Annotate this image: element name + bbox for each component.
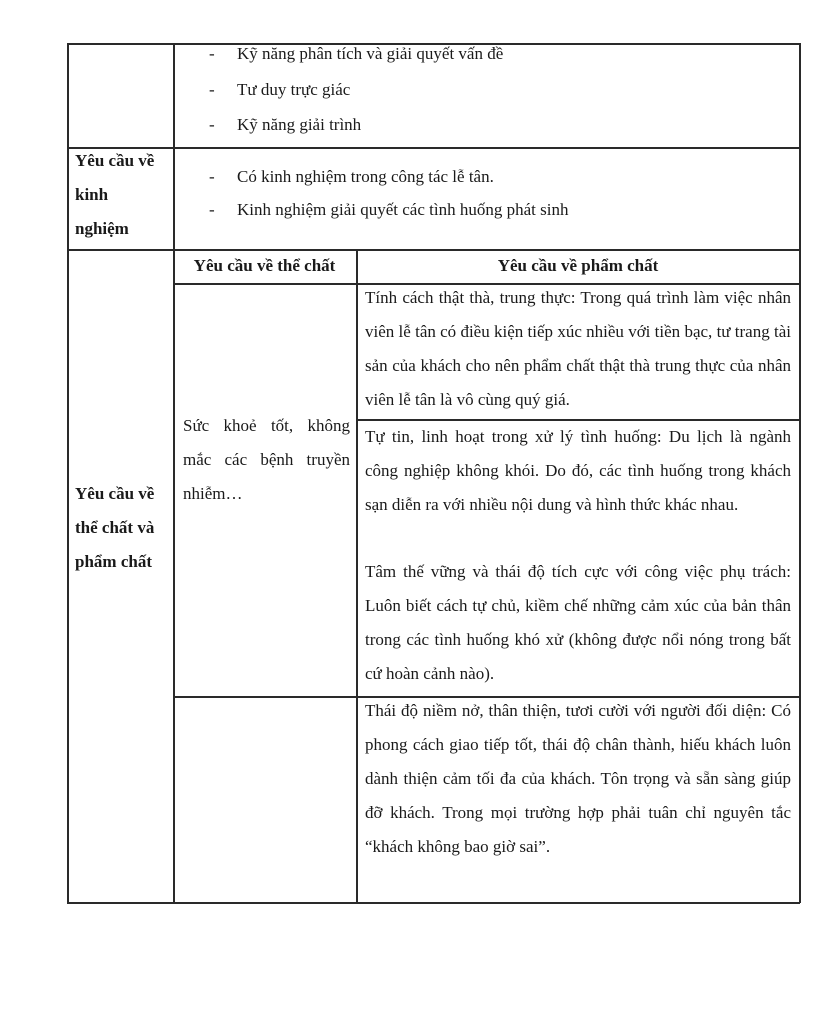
bullet-dash: - — [209, 80, 215, 99]
column-divider-2 — [356, 249, 358, 903]
label-line: kinh — [75, 185, 109, 204]
bullet-dash: - — [209, 115, 215, 134]
table-border-bottom — [67, 902, 800, 904]
experience-text: Có kinh nghiệm trong công tác lễ tân. — [237, 167, 494, 186]
requirements-table — [67, 43, 800, 903]
row-divider-1 — [67, 147, 800, 149]
bullet-dash: - — [209, 200, 215, 219]
label-line: thể chất và — [75, 518, 155, 537]
header-quality: Yêu cầu về phẩm chất — [497, 256, 659, 275]
quality-paragraph: Tính cách thật thà, trung thực: Trong quá trình làm việc nhân viên lễ tân có điều kiện tiếp xúc nhiều với tiền bạc, tư trang tài sản của khách cho nên phẩm chất thật thà trung thực của nhân viên lễ tân là vô cùng quý giá. — [365, 288, 791, 409]
physical-requirement-text: Sức khoẻ tốt, không mắc các bệnh truyền nhiễm… — [183, 416, 350, 503]
label-line: Yêu cầu về — [75, 484, 155, 503]
skill-text: Tư duy trực giác — [237, 80, 351, 99]
header-physical: Yêu cầu về thể chất — [193, 256, 336, 275]
skill-text: Kỹ năng phân tích và giải quyết vấn đề — [237, 44, 504, 63]
experience-text: Kinh nghiệm giải quyết các tình huống phát sinh — [237, 200, 569, 219]
bullet-dash: - — [209, 44, 215, 63]
table-border-left — [67, 43, 69, 903]
label-line: Yêu cầu về — [75, 151, 155, 170]
table-border-right — [799, 43, 801, 903]
quality-paragraph: Tự tin, linh hoạt trong xử lý tình huống: Du lịch là ngành công nghiệp không khói. Do đó, các tình huống trong khách sạn diễn ra với nhiều nội dung và hình thức khác nhau. — [365, 427, 791, 514]
quality-paragraph: Tâm thế vững và thái độ tích cực với công việc phụ trách: Luôn biết cách tự chủ, kiềm chế những cảm xúc của bản thân trong các tình huống khó xử (không được nổi nóng trong bất cứ hoàn cảnh nào). — [365, 562, 791, 683]
quality-paragraph: Thái độ niềm nở, thân thiện, tươi cười với người đối diện: Có phong cách giao tiếp tốt, thái độ chân thành, hiếu khách luôn dành thiện cảm tối đa của khách. Tôn trọng và sẵn sàng giúp đỡ khách. Trong mọi trường hợp phải tuân chỉ nguyên tắc “khách không bao giờ sai”. — [365, 701, 791, 856]
experience-label — [75, 144, 171, 246]
bullet-dash: - — [209, 167, 215, 186]
skill-text: Kỹ năng giải trình — [237, 115, 362, 134]
column-divider-1 — [173, 43, 175, 903]
label-line: phẩm chất — [75, 552, 152, 571]
label-line: nghiệm — [75, 219, 129, 238]
physical-quality-label — [75, 477, 173, 579]
